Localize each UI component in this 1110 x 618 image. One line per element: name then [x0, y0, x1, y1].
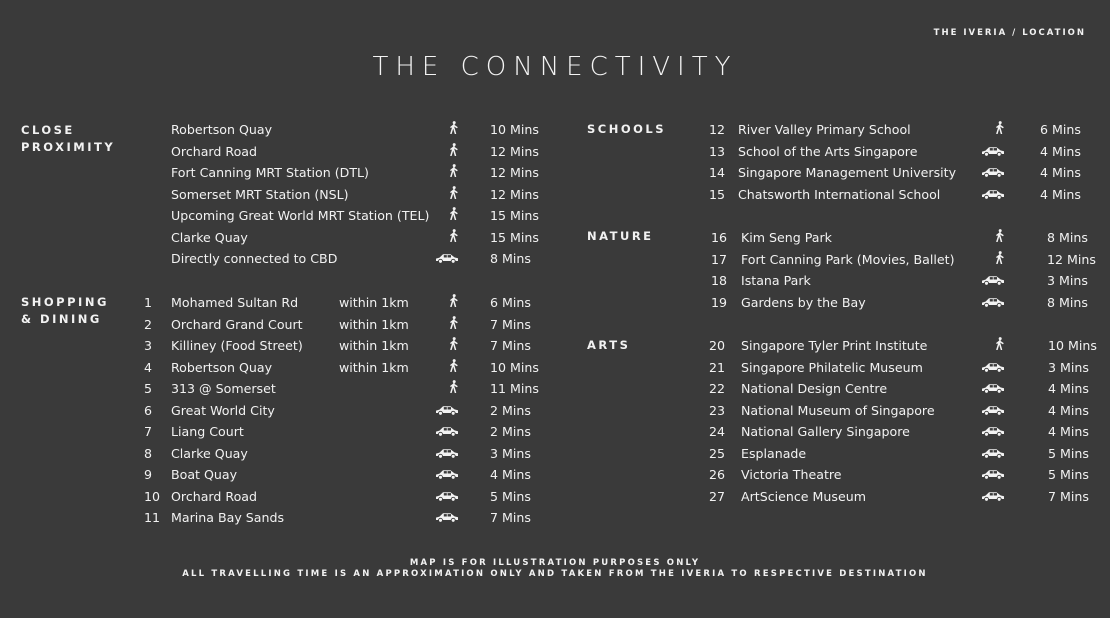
destination-name: Fort Canning Park (Movies, Ballet): [741, 251, 955, 267]
item-number: 19: [711, 294, 728, 310]
section-heading-line: CLOSE PROXIMITY: [21, 123, 116, 154]
walking-person-icon: [988, 335, 1012, 356]
item-number: 11: [144, 510, 161, 525]
car-icon: [981, 163, 1005, 184]
travel-time: 12 Mins: [490, 143, 539, 159]
travel-time: 4 Mins: [1040, 165, 1081, 180]
walking-person-icon: [442, 314, 466, 335]
section-heading-nature: NATURE: [587, 229, 654, 243]
travel-time: 2 Mins: [490, 424, 531, 439]
item-number: 24: [709, 424, 726, 439]
destination-name: Esplanade: [741, 445, 807, 461]
list-item: [0, 162, 1110, 183]
travel-time: 4 Mins: [490, 467, 531, 482]
car-icon: [981, 487, 1005, 508]
page-title: THE CONNECTIVITY: [372, 52, 738, 82]
travel-time: 3 Mins: [1047, 273, 1088, 288]
car-icon: [435, 508, 459, 529]
travel-time: 7 Mins: [490, 316, 531, 332]
destination-name: National Museum of Singapore: [741, 402, 935, 418]
destination-name: Robertson Quay: [171, 359, 273, 375]
item-number: 26: [709, 467, 726, 482]
list-item: [0, 184, 1110, 205]
distance-label: within 1km: [339, 316, 409, 332]
destination-name: Upcoming Great World MRT Station (TEL): [171, 208, 430, 223]
list-item: [0, 249, 1110, 270]
car-icon: [981, 401, 1005, 422]
item-number: 1: [144, 295, 153, 310]
list-item: [0, 421, 1110, 442]
destination-name: School of the Arts Singapore: [738, 143, 918, 159]
item-number: 13: [709, 143, 726, 159]
list-item: [0, 507, 1110, 528]
car-icon: [981, 379, 1005, 400]
destination-name: Clarke Quay: [171, 229, 248, 245]
item-number: 27: [709, 488, 726, 504]
item-number: 5: [144, 381, 153, 396]
distance-label: within 1km: [339, 338, 409, 353]
item-number: 14: [709, 165, 726, 180]
destination-name: Great World City: [171, 402, 275, 418]
travel-time: 11 Mins: [490, 381, 539, 396]
travel-time: 8 Mins: [1047, 230, 1088, 245]
car-icon: [981, 444, 1005, 465]
car-icon: [981, 142, 1005, 163]
list-item: [0, 335, 1110, 356]
item-number: 4: [144, 359, 153, 375]
travel-time: 5 Mins: [1048, 467, 1089, 482]
car-icon: [981, 185, 1005, 206]
walking-person-icon: [988, 227, 1012, 248]
destination-name: Marina Bay Sands: [171, 510, 285, 525]
item-number: 23: [709, 402, 726, 418]
item-number: 15: [709, 186, 726, 202]
destination-name: Victoria Theatre: [741, 467, 842, 482]
destination-name: Killiney (Food Street): [171, 338, 303, 353]
travel-time: 4 Mins: [1048, 381, 1089, 396]
item-number: 21: [709, 359, 726, 375]
travel-time: 5 Mins: [490, 488, 531, 504]
list-item: [0, 292, 1110, 313]
item-number: 20: [709, 338, 726, 353]
travel-time: 15 Mins: [490, 208, 539, 223]
travel-time: 10 Mins: [1048, 338, 1097, 353]
list-item: [0, 443, 1110, 464]
list-item: [0, 486, 1110, 507]
travel-time: 4 Mins: [1048, 402, 1089, 418]
destination-name: Clarke Quay: [171, 445, 248, 461]
section-heading-line: SHOPPING & DINING: [21, 295, 109, 326]
travel-time: 10 Mins: [490, 359, 539, 375]
item-number: 25: [709, 445, 726, 461]
car-icon: [981, 422, 1005, 443]
destination-name: Directly connected to CBD: [171, 251, 338, 266]
travel-time: 4 Mins: [1048, 424, 1089, 439]
travel-time: 4 Mins: [1040, 143, 1081, 159]
item-number: 9: [144, 467, 153, 482]
list-item: [0, 205, 1110, 226]
destination-name: National Gallery Singapore: [741, 424, 910, 439]
destination-name: Istana Park: [741, 273, 811, 288]
travel-time: 15 Mins: [490, 229, 539, 245]
item-number: 3: [144, 338, 153, 353]
destination-name: Boat Quay: [171, 467, 238, 482]
destination-name: Somerset MRT Station (NSL): [171, 186, 349, 202]
travel-time: 5 Mins: [1048, 445, 1089, 461]
item-number: 10: [144, 488, 161, 504]
destination-name: Orchard Road: [171, 143, 257, 159]
list-item: [0, 227, 1110, 248]
item-number: 12: [709, 122, 726, 137]
travel-time: 2 Mins: [490, 402, 531, 418]
footer-disclaimer-1: MAP IS FOR ILLUSTRATION PURPOSES ONLY: [409, 558, 701, 568]
footer-disclaimer-2: ALL TRAVELLING TIME IS AN APPROXIMATION ONLY AND TAKEN FROM THE IVERIA TO RESPECTIVE DESTINATION: [182, 569, 928, 579]
item-number: 16: [711, 230, 728, 245]
item-number: 17: [711, 251, 728, 267]
travel-time: 12 Mins: [1047, 251, 1096, 267]
travel-time: 6 Mins: [1040, 122, 1081, 137]
destination-name: Orchard Grand Court: [171, 316, 303, 332]
destination-name: Chatsworth International School: [738, 186, 941, 202]
destination-name: Gardens by the Bay: [741, 294, 866, 310]
travel-time: 6 Mins: [490, 295, 531, 310]
item-number: 18: [711, 273, 728, 288]
walking-person-icon: [442, 205, 466, 226]
destination-name: National Design Centre: [741, 381, 888, 396]
destination-name: Kim Seng Park: [741, 230, 832, 245]
destination-name: 313 @ Somerset: [171, 381, 276, 396]
travel-time: 7 Mins: [490, 510, 531, 525]
section-heading-schools: SCHOOLS: [587, 122, 667, 136]
travel-time: 10 Mins: [490, 122, 539, 137]
list-item: [0, 378, 1110, 399]
travel-time: 12 Mins: [490, 165, 539, 180]
distance-label: within 1km: [339, 295, 409, 310]
travel-time: 3 Mins: [490, 445, 531, 461]
car-icon: [981, 293, 1005, 314]
destination-name: Liang Court: [171, 424, 244, 439]
travel-time: 7 Mins: [1048, 488, 1089, 504]
destination-name: Singapore Management University: [738, 165, 957, 180]
car-icon: [981, 465, 1005, 486]
list-item: [0, 314, 1110, 335]
list-item: [0, 119, 1110, 140]
car-icon: [981, 358, 1005, 379]
section-heading-arts: ARTS: [587, 338, 631, 352]
breadcrumb: THE IVERIA / LOCATION: [933, 28, 1086, 38]
item-number: 2: [144, 316, 153, 332]
destination-name: River Valley Primary School: [738, 122, 911, 137]
distance-label: within 1km: [339, 359, 409, 375]
destination-name: Singapore Tyler Print Institute: [741, 338, 928, 353]
list-item: [0, 141, 1110, 162]
destination-name: Orchard Road: [171, 488, 257, 504]
travel-time: 8 Mins: [490, 251, 531, 266]
list-item: [0, 400, 1110, 421]
travel-time: 7 Mins: [490, 338, 531, 353]
destination-name: Robertson Quay: [171, 122, 273, 137]
destination-name: Mohamed Sultan Rd: [171, 295, 299, 310]
travel-time: 4 Mins: [1040, 186, 1081, 202]
item-number: 8: [144, 445, 153, 461]
item-number: 22: [709, 381, 726, 396]
destination-name: Fort Canning MRT Station (DTL): [171, 165, 369, 180]
destination-name: ArtScience Museum: [741, 488, 866, 504]
item-number: 7: [144, 424, 153, 439]
list-item: [0, 270, 1110, 291]
walking-person-icon: [988, 249, 1012, 270]
travel-time: 8 Mins: [1047, 294, 1088, 310]
walking-person-icon: [988, 119, 1012, 140]
item-number: 6: [144, 402, 153, 418]
car-icon: [981, 271, 1005, 292]
travel-time: 12 Mins: [490, 186, 539, 202]
list-item: [0, 357, 1110, 378]
travel-time: 3 Mins: [1048, 359, 1089, 375]
destination-name: Singapore Philatelic Museum: [741, 359, 923, 375]
list-item: [0, 464, 1110, 485]
